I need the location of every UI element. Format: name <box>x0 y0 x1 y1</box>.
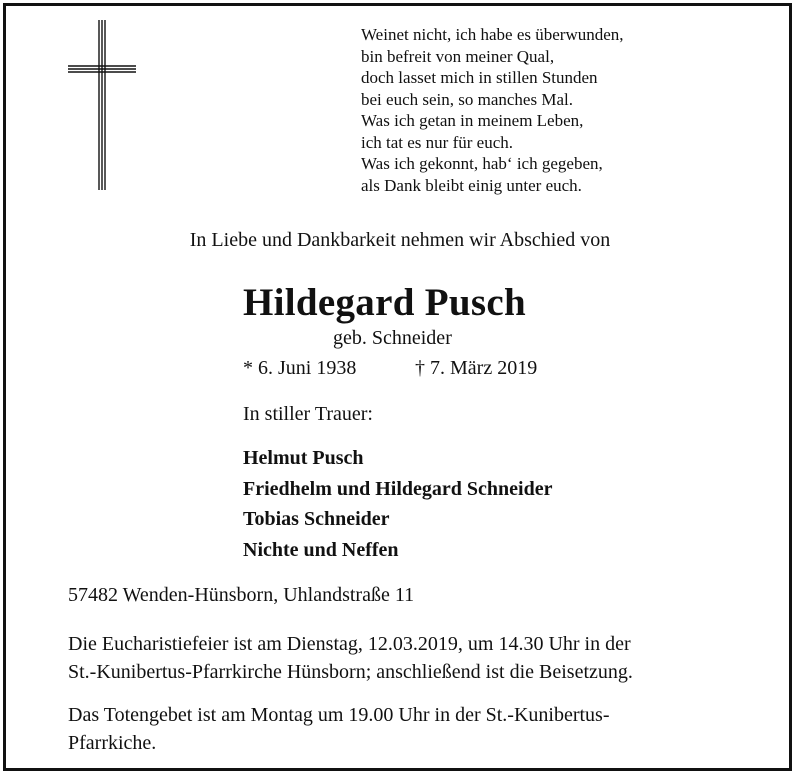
mourner: Nichte und Neffen <box>243 538 399 561</box>
poem-line: bei euch sein, so manches Mal. <box>361 89 573 109</box>
mourners-list <box>243 443 552 565</box>
poem-line: als Dank bleibt einig unter euch. <box>361 175 582 195</box>
prayer-line: Das Totengebet ist am Montag um 19.00 Uhr in der St.-Kunibertus- <box>68 704 610 726</box>
service-line: Die Eucharistiefeier ist am Dienstag, 12.03.2019, um 14.30 Uhr in der <box>68 633 631 655</box>
intro-text: In Liebe und Dankbarkeit nehmen wir Abschied von <box>189 229 611 251</box>
death-date: † 7. März 2019 <box>415 357 538 379</box>
poem-line: Weinet nicht, ich habe es überwunden, <box>361 25 624 44</box>
address: 57482 Wenden-Hünsborn, Uhlandstraße 11 <box>68 584 415 606</box>
service-line: St.-Kunibertus-Pfarrkirche Hünsborn; anschließend ist die Beisetzung. <box>68 661 633 683</box>
poem-line: Was ich getan in meinem Leben, <box>361 111 584 130</box>
service-info <box>68 630 633 686</box>
birth-date: * 6. Juni 1938 <box>243 357 357 379</box>
mourner: Friedhelm und Hildegard Schneider <box>243 477 553 500</box>
poem-line: Was ich gekonnt, hab‘ ich gegeben, <box>361 154 603 173</box>
mourning-label: In stiller Trauer: <box>243 403 373 425</box>
cross-icon <box>68 20 136 190</box>
maiden-name: geb. Schneider <box>333 327 452 349</box>
poem <box>361 24 624 196</box>
poem-line: bin befreit von meiner Qual, <box>361 46 555 66</box>
prayer-line: Pfarrkiche. <box>68 732 157 754</box>
prayer-info <box>68 701 609 757</box>
poem-line: doch lasset mich in stillen Stunden <box>361 68 598 87</box>
deceased-name: Hildegard Pusch <box>243 281 526 324</box>
mourner: Tobias Schneider <box>243 508 390 530</box>
mourner: Helmut Pusch <box>243 447 364 469</box>
poem-line: ich tat es nur für euch. <box>361 132 513 152</box>
